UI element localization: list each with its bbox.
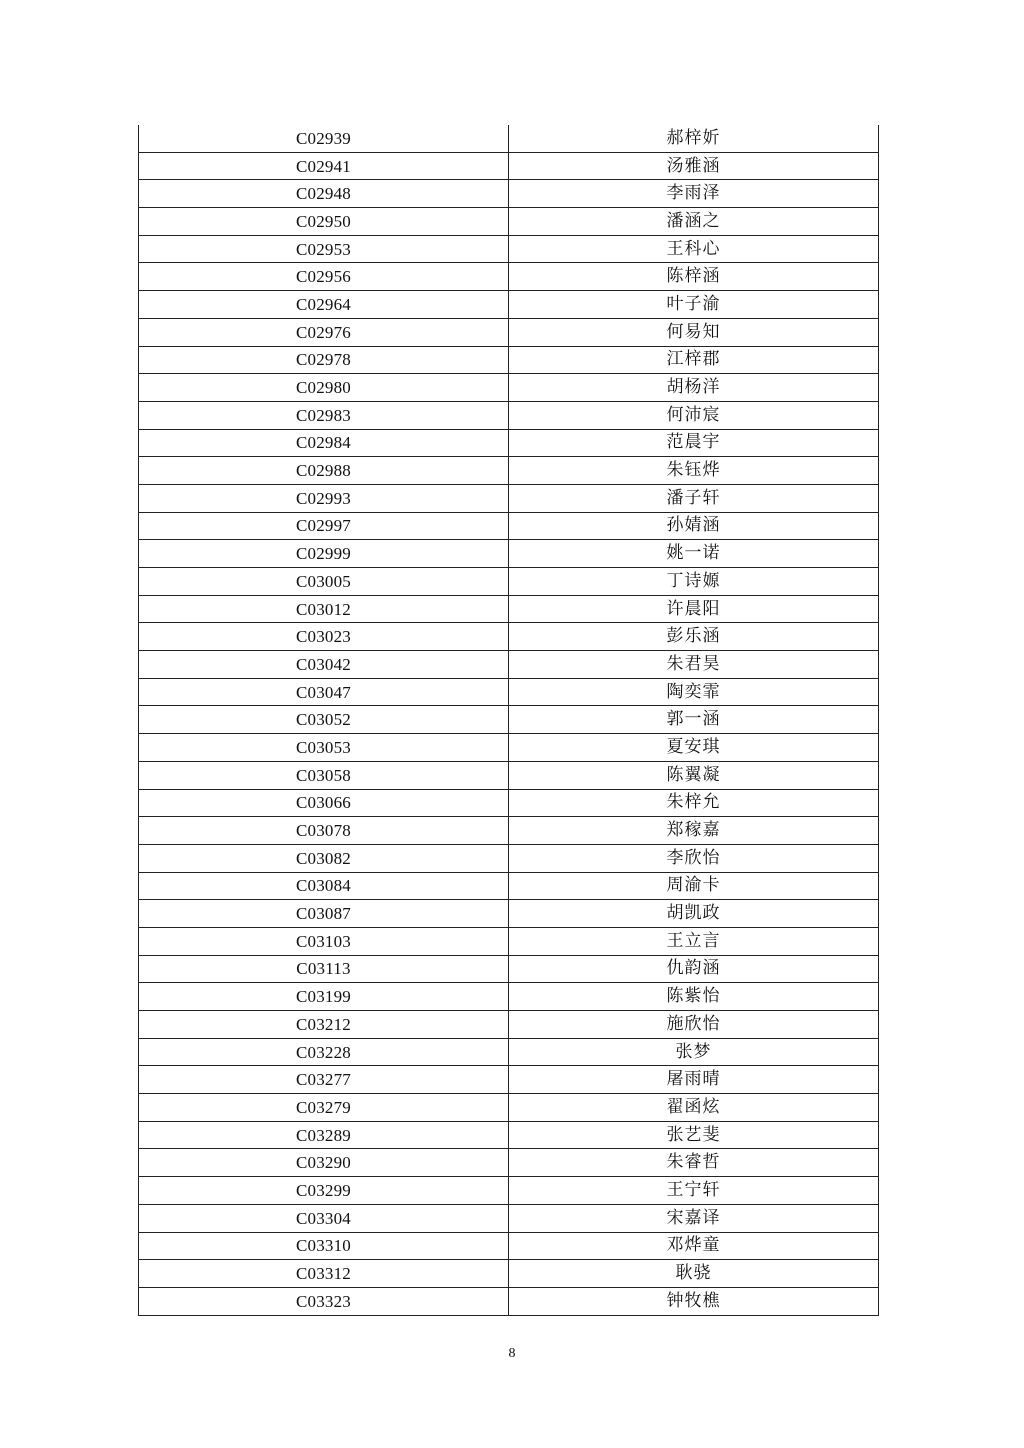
student-id-cell: C03078 — [139, 817, 509, 845]
student-id-cell: C03279 — [139, 1094, 509, 1122]
table-row — [139, 1149, 879, 1177]
student-id-cell: C02984 — [139, 429, 509, 457]
table-row — [139, 1066, 879, 1094]
table-row — [139, 595, 879, 623]
student-id-cell: C02939 — [139, 125, 509, 152]
table-row — [139, 346, 879, 374]
student-name-cell: 张艺斐 — [509, 1121, 879, 1149]
student-name-cell: 郑稼嘉 — [509, 817, 879, 845]
student-name-cell: 夏安琪 — [509, 734, 879, 762]
student-name-cell: 邓烨童 — [509, 1232, 879, 1260]
table-row — [139, 900, 879, 928]
student-name-cell: 朱君昊 — [509, 651, 879, 679]
table-row — [139, 1094, 879, 1122]
student-name-cell: 彭乐涵 — [509, 623, 879, 651]
student-id-cell: C02983 — [139, 401, 509, 429]
table-row — [139, 457, 879, 485]
student-name-cell: 周渝卡 — [509, 872, 879, 900]
student-name-cell: 丁诗嫄 — [509, 568, 879, 596]
student-id-cell: C03290 — [139, 1149, 509, 1177]
student-name-cell: 潘涵之 — [509, 208, 879, 236]
student-id-cell: C03082 — [139, 844, 509, 872]
student-name-cell: 钟牧樵 — [509, 1287, 879, 1315]
student-id-cell: C02950 — [139, 208, 509, 236]
student-id-cell: C03304 — [139, 1204, 509, 1232]
student-id-cell: C02948 — [139, 180, 509, 208]
table-row — [139, 706, 879, 734]
student-id-cell: C02997 — [139, 512, 509, 540]
student-name-cell: 陈梓涵 — [509, 263, 879, 291]
table-row — [139, 540, 879, 568]
student-name-cell: 江梓郡 — [509, 346, 879, 374]
student-name-cell: 王科心 — [509, 235, 879, 263]
student-id-cell: C03084 — [139, 872, 509, 900]
table-row — [139, 1177, 879, 1205]
table-row — [139, 291, 879, 319]
student-id-cell: C03052 — [139, 706, 509, 734]
page-number: 8 — [508, 1346, 516, 1361]
student-id-cell: C03310 — [139, 1232, 509, 1260]
student-id-cell: C03012 — [139, 595, 509, 623]
student-name-cell: 施欣怡 — [509, 1011, 879, 1039]
student-name-cell: 张梦 — [509, 1038, 879, 1066]
student-id-cell: C02953 — [139, 235, 509, 263]
student-id-cell: C02941 — [139, 152, 509, 180]
student-name-cell: 胡杨洋 — [509, 374, 879, 402]
table-row — [139, 235, 879, 263]
table-row — [139, 512, 879, 540]
student-id-cell: C03212 — [139, 1011, 509, 1039]
student-id-cell: C03289 — [139, 1121, 509, 1149]
student-id-cell: C02978 — [139, 346, 509, 374]
table-row — [139, 623, 879, 651]
student-name-cell: 郭一涵 — [509, 706, 879, 734]
student-id-cell: C02964 — [139, 291, 509, 319]
student-id-cell: C03023 — [139, 623, 509, 651]
table-row — [139, 1204, 879, 1232]
student-id-cell: C03299 — [139, 1177, 509, 1205]
student-name-cell: 范晨宇 — [509, 429, 879, 457]
student-id-cell: C03058 — [139, 761, 509, 789]
table-row — [139, 955, 879, 983]
student-name-cell: 汤雅涵 — [509, 152, 879, 180]
student-id-cell: C02976 — [139, 318, 509, 346]
student-name-cell: 何易知 — [509, 318, 879, 346]
table-row — [139, 429, 879, 457]
student-id-cell: C03323 — [139, 1287, 509, 1315]
student-id-cell: C03199 — [139, 983, 509, 1011]
table-row — [139, 374, 879, 402]
table-row — [139, 152, 879, 180]
student-name-cell: 朱梓允 — [509, 789, 879, 817]
student-name-cell: 潘子轩 — [509, 484, 879, 512]
student-id-cell: C03228 — [139, 1038, 509, 1066]
table-row — [139, 983, 879, 1011]
table-row — [139, 927, 879, 955]
table-row — [139, 1121, 879, 1149]
table-row — [139, 1287, 879, 1315]
student-name-cell: 李欣怡 — [509, 844, 879, 872]
table-row — [139, 401, 879, 429]
table-row — [139, 1011, 879, 1039]
student-id-cell: C03066 — [139, 789, 509, 817]
table-row — [139, 568, 879, 596]
student-name-cell: 孙婧涵 — [509, 512, 879, 540]
table-row — [139, 125, 879, 152]
student-id-cell: C02980 — [139, 374, 509, 402]
student-name-cell: 陶奕霏 — [509, 678, 879, 706]
table-row — [139, 1260, 879, 1288]
student-id-cell: C03005 — [139, 568, 509, 596]
table-row — [139, 180, 879, 208]
student-name-cell: 胡凯政 — [509, 900, 879, 928]
table-row — [139, 872, 879, 900]
table-row — [139, 844, 879, 872]
student-name-cell: 何沛宸 — [509, 401, 879, 429]
table-row — [139, 651, 879, 679]
table-row — [139, 817, 879, 845]
student-name-cell: 叶子渝 — [509, 291, 879, 319]
table-row — [139, 761, 879, 789]
table-row — [139, 484, 879, 512]
student-id-cell: C02956 — [139, 263, 509, 291]
student-name-cell: 郝梓妡 — [509, 125, 879, 152]
student-name-cell: 朱睿哲 — [509, 1149, 879, 1177]
table-row — [139, 1232, 879, 1260]
student-id-cell: C03053 — [139, 734, 509, 762]
student-id-cell: C02999 — [139, 540, 509, 568]
student-name-cell: 姚一诺 — [509, 540, 879, 568]
roster-table-body — [139, 125, 879, 1315]
table-row — [139, 318, 879, 346]
student-name-cell: 朱钰烨 — [509, 457, 879, 485]
student-id-cell: C03312 — [139, 1260, 509, 1288]
student-name-cell: 耿骁 — [509, 1260, 879, 1288]
table-row — [139, 789, 879, 817]
student-name-cell: 陈翼凝 — [509, 761, 879, 789]
table-row — [139, 208, 879, 236]
roster-table — [138, 125, 879, 1316]
table-row — [139, 734, 879, 762]
student-id-cell: C03103 — [139, 927, 509, 955]
student-id-cell: C02988 — [139, 457, 509, 485]
student-name-cell: 陈紫怡 — [509, 983, 879, 1011]
student-id-cell: C03277 — [139, 1066, 509, 1094]
student-name-cell: 许晨阳 — [509, 595, 879, 623]
table-row — [139, 263, 879, 291]
student-id-cell: C02993 — [139, 484, 509, 512]
table-row — [139, 1038, 879, 1066]
student-name-cell: 李雨泽 — [509, 180, 879, 208]
student-id-cell: C03042 — [139, 651, 509, 679]
table-row — [139, 678, 879, 706]
student-id-cell: C03047 — [139, 678, 509, 706]
student-name-cell: 王宁轩 — [509, 1177, 879, 1205]
student-name-cell: 屠雨晴 — [509, 1066, 879, 1094]
student-name-cell: 王立言 — [509, 927, 879, 955]
student-name-cell: 翟函炫 — [509, 1094, 879, 1122]
student-id-cell: C03087 — [139, 900, 509, 928]
student-id-cell: C03113 — [139, 955, 509, 983]
student-name-cell: 宋嘉译 — [509, 1204, 879, 1232]
student-name-cell: 仇韵涵 — [509, 955, 879, 983]
